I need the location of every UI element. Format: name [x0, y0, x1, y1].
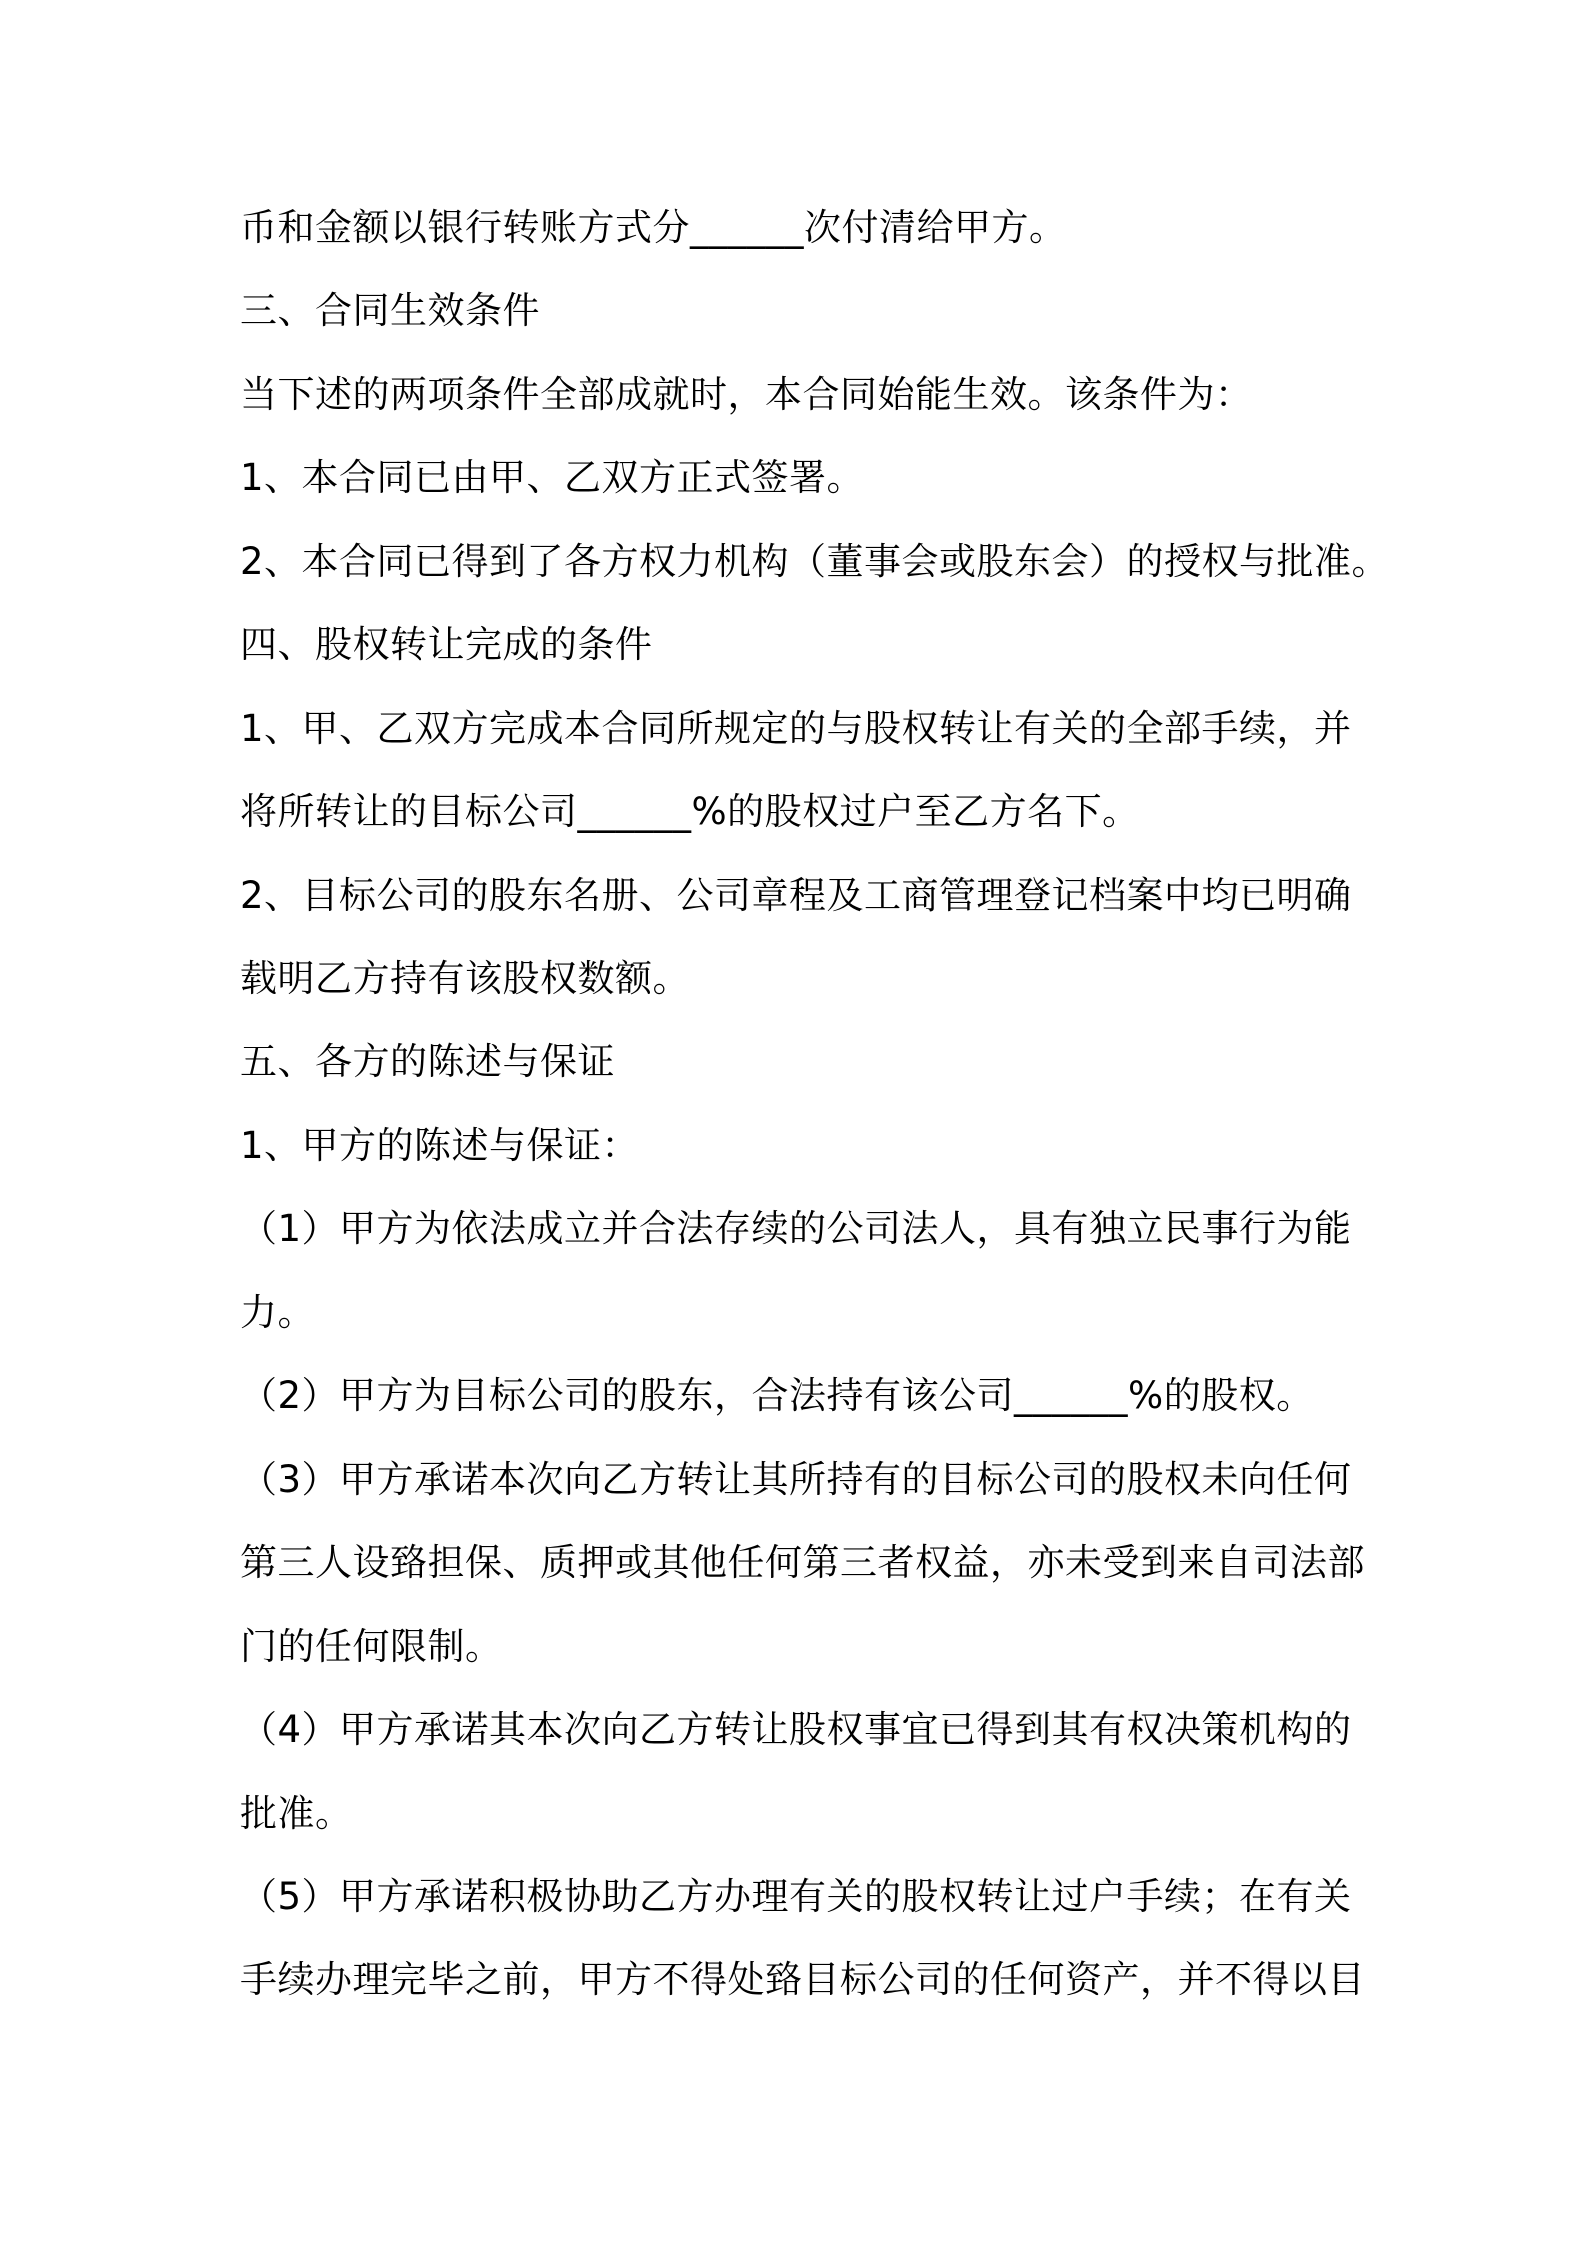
text-line: （2）甲方为目标公司的股东，合法持有该公司______%的股权。 [240, 1374, 1314, 1417]
text-line: 门的任何限制。 [240, 1625, 503, 1668]
text-line: 1、本合同已由甲、乙双方正式签署。 [240, 456, 865, 499]
text-line: 币和金额以银行转账方式分______次付清给甲方。 [240, 206, 1067, 249]
text-line: 1、甲方的陈述与保证： [240, 1124, 640, 1167]
text-line: 手续办理完毕之前，甲方不得处臵目标公司的任何资产，并不得以目 [240, 1958, 1365, 2001]
text-line: 第三人设臵担保、质押或其他任何第三者权益，亦未受到来自司法部 [240, 1541, 1365, 1584]
section-heading: 三、合同生效条件 [240, 289, 540, 332]
section-heading: 四、股权转让完成的条件 [240, 623, 653, 666]
text-line: 将所转让的目标公司______%的股权过户至乙方名下。 [240, 790, 1140, 833]
text-line: （3）甲方承诺本次向乙方转让其所持有的目标公司的股权未向任何 [240, 1458, 1352, 1501]
section-heading: 五、各方的陈述与保证 [240, 1040, 615, 1083]
text-line: 2、目标公司的股东名册、公司章程及工商管理登记档案中均已明确 [240, 874, 1352, 917]
text-line: 1、甲、乙双方完成本合同所规定的与股权转让有关的全部手续，并 [240, 707, 1352, 750]
text-line: （4）甲方承诺其本次向乙方转让股权事宜已得到其有权决策机构的 [240, 1708, 1352, 1751]
text-line: 批准。 [240, 1792, 353, 1835]
text-line: 载明乙方持有该股权数额。 [240, 957, 690, 1000]
text-line: 当下述的两项条件全部成就时，本合同始能生效。该条件为： [240, 373, 1253, 416]
text-line: （5）甲方承诺积极协助乙方办理有关的股权转让过户手续；在有关 [240, 1875, 1352, 1918]
text-line: （1）甲方为依法成立并合法存续的公司法人，具有独立民事行为能 [240, 1207, 1352, 1250]
text-line: 2、本合同已得到了各方权力机构（董事会或股东会）的授权与批准。 [240, 540, 1390, 583]
text-line: 力。 [240, 1291, 315, 1334]
